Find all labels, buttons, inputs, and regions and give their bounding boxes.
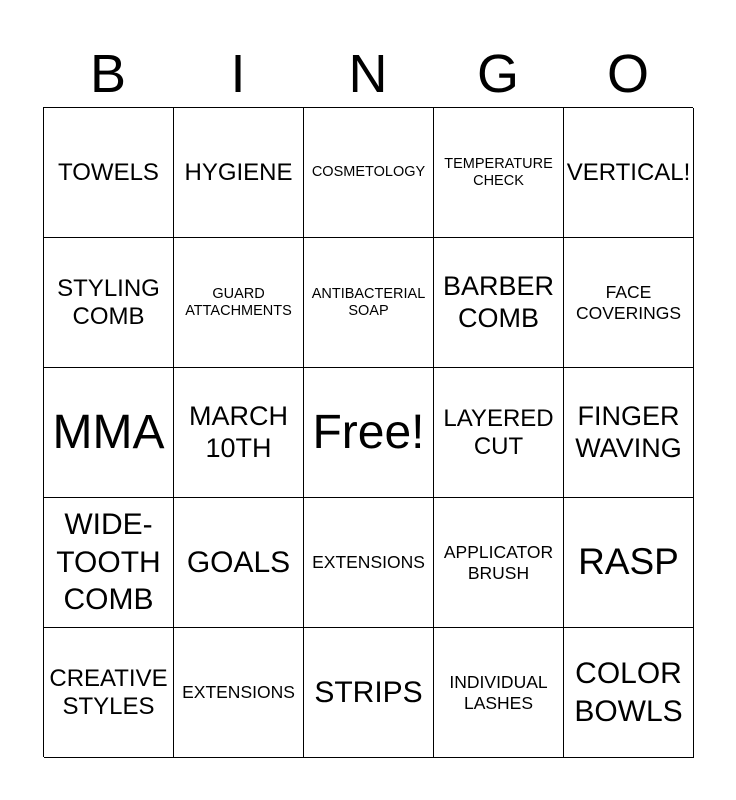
bingo-cell[interactable] xyxy=(434,498,564,628)
bingo-cell[interactable] xyxy=(44,368,174,498)
bingo-cell[interactable] xyxy=(434,108,564,238)
bingo-cell[interactable] xyxy=(434,238,564,368)
bingo-cell[interactable] xyxy=(304,498,434,628)
bingo-cell[interactable] xyxy=(304,238,434,368)
free-space-cell[interactable] xyxy=(304,368,434,498)
cell-label: VERTICAL! xyxy=(566,158,691,186)
bingo-header xyxy=(43,40,693,108)
cell-label: FINGER WAVING xyxy=(575,401,682,463)
cell-label: GUARD ATTACHMENTS xyxy=(185,285,292,319)
cell-label: EXTENSIONS xyxy=(182,682,295,703)
bingo-cell[interactable] xyxy=(44,498,174,628)
bingo-cell[interactable] xyxy=(564,628,694,758)
cell-label: RASP xyxy=(578,541,679,583)
bingo-cell[interactable] xyxy=(304,628,434,758)
bingo-cell[interactable] xyxy=(434,368,564,498)
header-letter-i: I xyxy=(230,44,246,104)
bingo-cell[interactable] xyxy=(174,368,304,498)
cell-label: GOALS xyxy=(186,545,291,579)
bingo-board xyxy=(43,107,693,757)
cell-label: STYLING COMB xyxy=(57,274,160,330)
bingo-cell[interactable] xyxy=(564,368,694,498)
bingo-cell[interactable] xyxy=(304,108,434,238)
cell-label: MARCH 10TH xyxy=(189,401,288,463)
bingo-cell[interactable] xyxy=(564,108,694,238)
cell-label: MMA xyxy=(52,405,165,459)
free-space-label: Free! xyxy=(312,405,425,459)
cell-label: BARBER COMB xyxy=(442,271,555,333)
bingo-cell[interactable] xyxy=(564,498,694,628)
bingo-cell[interactable] xyxy=(564,238,694,368)
bingo-cell[interactable] xyxy=(44,628,174,758)
bingo-cell[interactable] xyxy=(44,108,174,238)
bingo-cell[interactable] xyxy=(174,238,304,368)
bingo-cell[interactable] xyxy=(174,498,304,628)
header-letter-n: N xyxy=(348,44,388,104)
cell-label: CREATIVE STYLES xyxy=(49,664,168,720)
bingo-cell[interactable] xyxy=(44,238,174,368)
header-letter-b: B xyxy=(89,44,127,104)
cell-label: EXTENSIONS xyxy=(312,552,425,573)
cell-label: FACE COVERINGS xyxy=(575,282,682,323)
cell-label: WIDE-TOOTH COMB xyxy=(56,508,161,617)
bingo-cell[interactable] xyxy=(174,628,304,758)
cell-label: COSMETOLOGY xyxy=(311,164,426,181)
cell-label: LAYERED CUT xyxy=(443,404,554,460)
cell-label: ANTIBACTERIAL SOAP xyxy=(311,285,426,319)
header-letter-g: G xyxy=(476,44,519,104)
header-letter-o: O xyxy=(606,44,649,104)
cell-label: STRIPS xyxy=(314,675,423,709)
bingo-cell[interactable] xyxy=(434,628,564,758)
cell-label: APPLICATOR BRUSH xyxy=(443,542,554,583)
cell-label: COLOR BOWLS xyxy=(574,657,683,728)
cell-label: TOWELS xyxy=(58,158,159,186)
bingo-cell[interactable] xyxy=(174,108,304,238)
cell-label: HYGIENE xyxy=(184,158,293,186)
cell-label: INDIVIDUAL LASHES xyxy=(449,672,548,713)
cell-label: TEMPERATURE CHECK xyxy=(444,155,553,189)
